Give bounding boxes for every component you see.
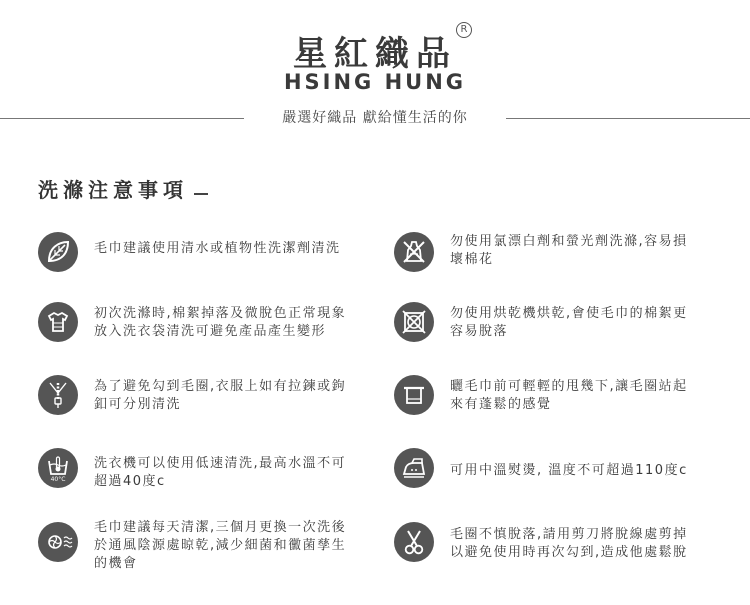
divider-left [0, 118, 244, 119]
hang-towel-icon [394, 375, 434, 415]
no-tumble-dry-icon [394, 302, 434, 342]
wash-temperature-label: 40°C [50, 476, 66, 483]
care-item-text: 可用中溫熨燙, 溫度不可超過110度c [450, 463, 688, 478]
wash-temperature-icon [38, 448, 78, 488]
divider-right [506, 118, 750, 119]
slogan-row [0, 108, 750, 128]
slogan: 嚴選好織品 獻給懂生活的你 [282, 110, 468, 126]
care-item-text: 勿使用烘乾機烘乾,會使毛巾的棉絮更 容易脫落 [450, 306, 688, 339]
scissors-icon [394, 522, 434, 562]
care-item-text: 初次洗滌時,棉絮掉落及微脫色正常現象 放入洗衣袋清洗可避免產品產生變形 [94, 306, 347, 339]
care-item-text: 曬毛巾前可輕輕的甩幾下,讓毛圈站起 來有蓬鬆的感覺 [450, 379, 688, 412]
care-item-text: 洗衣機可以使用低速清洗,最高水溫不可 超過40度c [94, 456, 347, 489]
registered-trademark-icon: R [456, 22, 472, 38]
brand-name-cn: 星紅織品 [293, 34, 457, 74]
care-item-text: 為了避免勾到毛圈,衣服上如有拉鍊或鉤 釦可分別清洗 [94, 379, 347, 412]
care-item-text: 毛巾建議每天清潔,三個月更換一次洗後 於通風陰源處晾乾,減少細菌和黴菌孳生 的機會 [94, 520, 347, 571]
section-title: 洗滌注意事項 [38, 178, 188, 202]
iron-icon [394, 448, 434, 488]
leaf-icon [38, 232, 78, 272]
title-underscore [194, 193, 208, 195]
zipper-icon [38, 375, 78, 415]
care-item-text: 毛巾建議使用清水或植物性洗潔劑清洗 [94, 241, 341, 256]
care-item-text: 毛圈不慎脫落,請用剪刀將脫線處剪掉 以避免使用時再次勾到,造成他處鬆脫 [450, 527, 688, 560]
laundry-bag-icon [38, 302, 78, 342]
brand-name-en: HSING HUNG [283, 70, 467, 94]
no-bleach-icon [394, 232, 434, 272]
ventilation-dry-icon [38, 522, 78, 562]
care-item-text: 勿使用氯漂白劑和螢光劑洗滌,容易損 壞棉花 [450, 234, 688, 267]
